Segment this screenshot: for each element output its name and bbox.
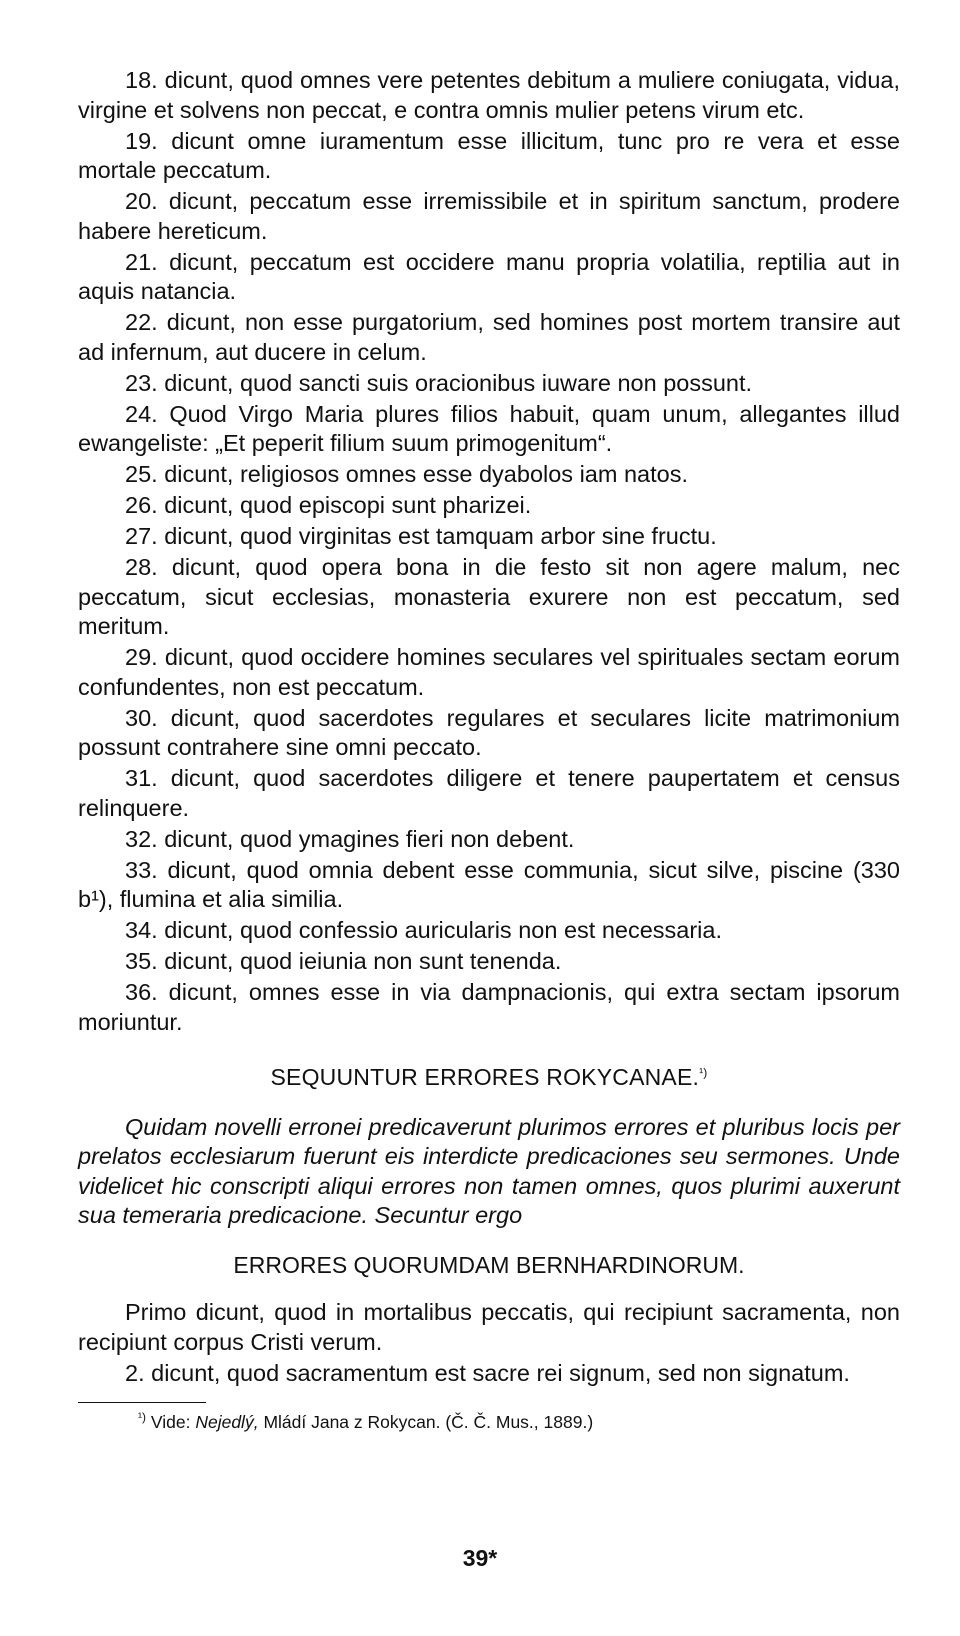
footnote-mark: ¹) [138, 1410, 146, 1425]
list-item: 22. dicunt, non esse purgatorium, sed homines post mortem transire aut ad infernum, aut ducere in celum. [78, 309, 900, 365]
list-item: 35. dicunt, quod ieiunia non sunt tenenda. [125, 948, 562, 974]
footnote-divider [78, 1402, 206, 1403]
list-item: 27. dicunt, quod virginitas est tamquam arbor sine fructu. [125, 523, 717, 549]
list-item: 29. dicunt, quod occidere homines seculares vel spirituales sectam eorum confundentes, non est peccatum. [78, 644, 900, 700]
list-item: 24. Quod Virgo Maria plures filios habuit, quam unum, allegantes illud ewangeliste: „Et peperit filium suum primogenitum“. [78, 400, 900, 456]
list-item: 32. dicunt, quod ymagines fieri non debent. [125, 825, 575, 852]
list-item: 30. dicunt, quod sacerdotes regulares et seculares licite matrimonium possunt contrahere sine omni peccato. [78, 704, 900, 760]
list-item: 33. dicunt, quod omnia debent esse communia, sicut silve, piscine (330 b¹), flumina et alia similia. [78, 856, 900, 912]
section-heading-text: SEQUUNTUR ERRORES ROKYCANAE. [270, 1064, 700, 1090]
footnote [78, 1411, 900, 1433]
list-item: 26. dicunt, quod episcopi sunt pharizei. [125, 492, 532, 518]
list-item: 20. dicunt, peccatum esse irremissibile et in spiritum sanctum, prodere habere hereticum. [78, 188, 900, 244]
list-item: 34. dicunt, quod confessio auricularis non est necessaria. [125, 917, 722, 943]
page-body [78, 66, 900, 1433]
footnote-reference: ¹) [699, 1065, 708, 1080]
list-item: Primo dicunt, quod in mortalibus peccatis, qui recipiunt sacramenta, non recipiunt corpus Cristi verum. [78, 1299, 900, 1355]
list-item: 2. dicunt, quod sacramentum est sacre rei signum, sed non signatum. [125, 1359, 850, 1386]
list-item: 21. dicunt, peccatum est occidere manu propria volatilia, reptilia aut in aquis natancia. [78, 248, 900, 304]
footnote-text: Mládí Jana z Rokycan. (Č. Č. Mus., 1889.) [263, 1412, 594, 1432]
errors-list [78, 66, 900, 1037]
list-item: 36. dicunt, omnes esse in via dampnacionis, qui extra sectam ipsorum moriuntur. [78, 979, 900, 1035]
list-item: 18. dicunt, quod omnes vere petentes debitum a muliere coniugata, vidua, virgine et solvens non peccat, e contra omnis mulier petens virum etc. [78, 67, 900, 123]
footnote-author: Nejedlý, [195, 1412, 259, 1432]
intro-paragraph: Quidam novelli erronei predicaverunt plurimos errores et pluribus locis per prelatos ecclesiarum fuerunt eis interdicte predicaciones seu sermones. Unde videlicet hic conscripti aliqui errores non tamen omnes, quos plurimi auxerunt sua temeraria predicacione. Secuntur ergo [78, 1113, 900, 1228]
list-item: 25. dicunt, religiosos omnes esse dyabolos iam natos. [125, 461, 689, 487]
list-item: 28. dicunt, quod opera bona in die festo sit non agere malum, nec peccatum, sicut ecclesias, monasteria exurere non est peccatum, sed meritum. [78, 554, 900, 639]
list-item: 31. dicunt, quod sacerdotes diligere et tenere paupertatem et census relinquere. [78, 765, 900, 821]
page-number: 39* [462, 1545, 498, 1571]
section-heading-rokycanae [78, 1063, 900, 1093]
footnote-prefix: Vide: [150, 1412, 191, 1432]
list-item: 19. dicunt omne iuramentum esse illicitum, tunc pro re vera et esse mortale peccatum. [78, 127, 900, 183]
errors-list-bernhardinorum [78, 1298, 900, 1388]
list-item: 23. dicunt, quod sancti suis oracionibus iuware non possunt. [125, 369, 753, 396]
section-heading-bernhardinorum: ERRORES QUORUMDAM BERNHARDINORUM. [233, 1251, 745, 1278]
